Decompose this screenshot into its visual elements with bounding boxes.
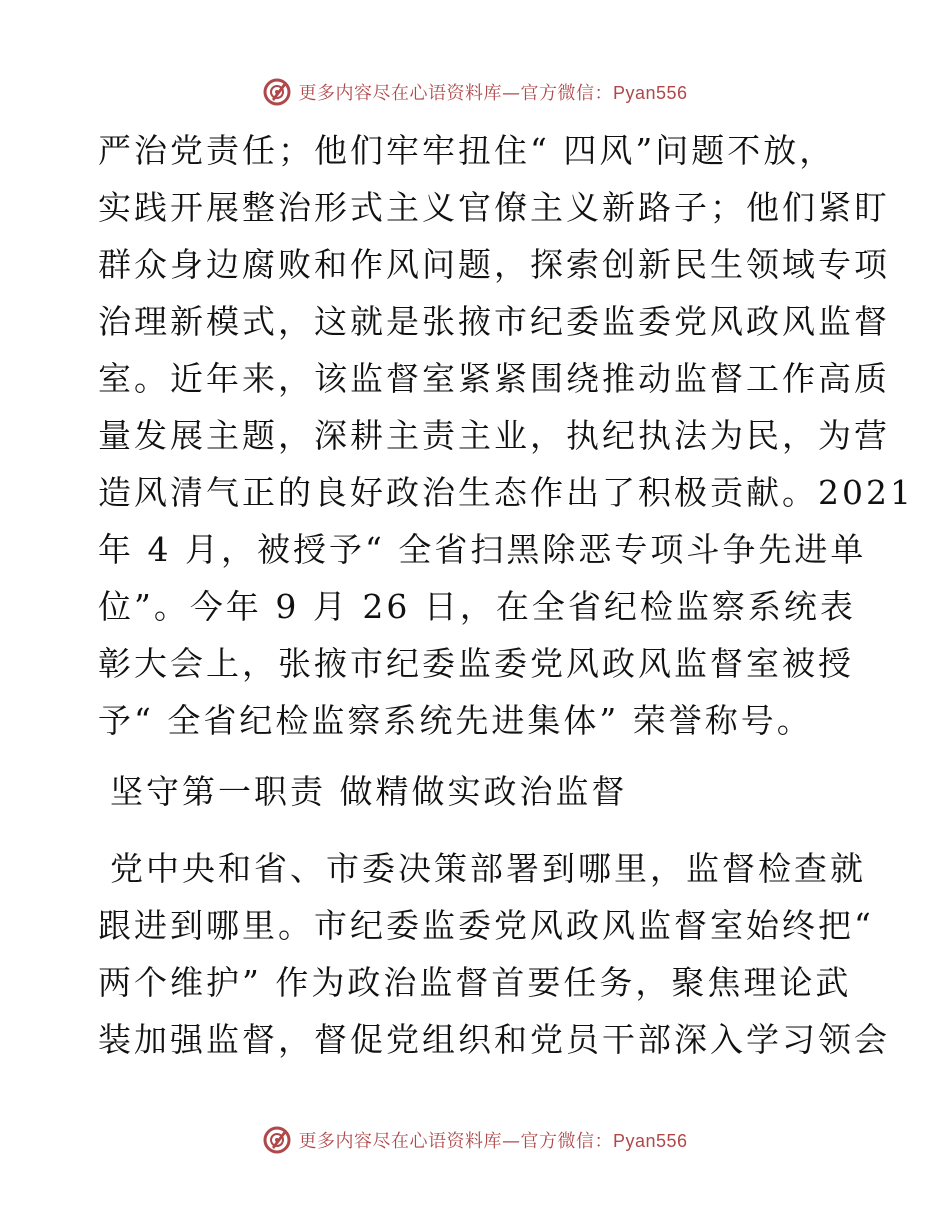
brand-logo-icon [262,77,292,107]
body-line: 量发展主题，深耕主责主业，执纪执法为民，为营 [98,416,890,455]
document-body [98,122,914,1068]
header-dash: — [501,83,521,104]
footer-brand-name: 更多内容尽在心语资料库 [298,1131,502,1152]
body-line: 党中央和省、市委决策部署到哪里，监督检查就 [110,849,866,888]
body-line: 装加强监督，督促党组织和党员干部深入学习领会 [98,1020,890,1059]
page-footer [0,1120,950,1160]
body-line: 治理新模式，这就是张掖市纪委监委党风政风监督 [98,302,890,341]
body-line: 彰大会上，张掖市纪委监委党风政风监督室被授 [98,644,854,683]
body-line: 年 4 月，被授予“ 全省扫黑除恶专项斗争先进单 [98,530,867,569]
body-line: 跟进到哪里。市纪委监委党风政风监督室始终把“ [98,906,874,945]
section-heading: 坚守第一职责 做精做实政治监督 [110,772,628,811]
body-line: 严治党责任；他们牢牢扭住“ 四风”问题不放， [98,131,836,170]
header-brand-text [298,79,687,105]
footer-wechat-id: Pyan556 [612,1131,688,1151]
page-header [0,72,950,112]
body-line: 造风清气正的良好政治生态作出了积极贡献。2021 [98,473,914,512]
header-wechat-id: Pyan556 [612,83,688,103]
body-line: 群众身边腐败和作风问题，探索创新民生领域专项 [98,245,890,284]
body-line: 位”。今年 9 月 26 日，在全省纪检监察系统表 [98,587,856,626]
header-wechat-label: 官方微信： [520,83,613,104]
body-line: 实践开展整治形式主义官僚主义新路子；他们紧盯 [98,188,890,227]
body-line: 予“ 全省纪检监察系统先进集体” 荣誉称号。 [98,701,813,740]
footer-wechat-label: 官方微信： [520,1131,613,1152]
body-line: 两个维护” 作为政治监督首要任务，聚焦理论武 [98,963,852,1002]
brand-logo-icon [262,1125,292,1155]
body-line: 室。近年来，该监督室紧紧围绕推动监督工作高质 [98,359,890,398]
footer-dash: — [501,1131,521,1152]
header-brand-name: 更多内容尽在心语资料库 [298,83,502,104]
footer-brand-text [298,1127,687,1153]
